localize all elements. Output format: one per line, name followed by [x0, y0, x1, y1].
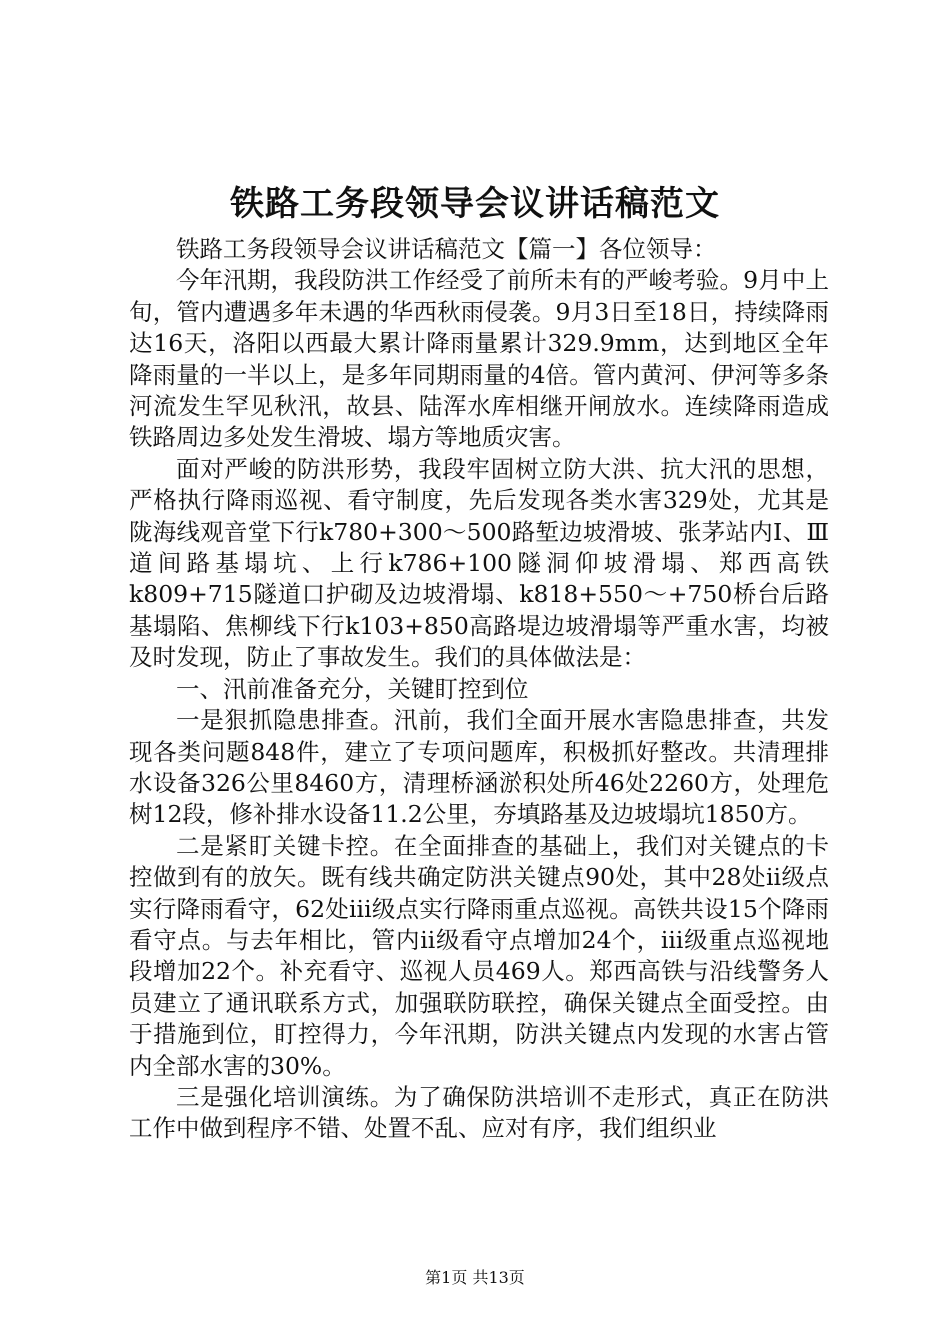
- section-heading-one: 一、汛前准备充分，关键盯控到位: [176, 674, 529, 703]
- paragraph-key-control: 二是紧盯关键卡控。在全面排查的基础上，我们对关键点的卡控做到有的放矢。既有线共确定防洪关键点90处，其中28处ii级点实行降雨看守，62处iii级点实行降雨重点巡视。高铁共设15个降雨看守点。与去年相比，管内ii级看守点增加24个，iii级重点巡视地段增加22个。补充看守、巡视人员469人。郑西高铁与沿线警务人员建立了通讯联系方式，加强联防联控，确保关键点全面受控。由于措施到位，盯控得力，今年汛期，防洪关键点内发现的水害占管内全部水害的30%。: [129, 831, 829, 1080]
- paragraph-response: 面对严峻的防洪形势，我段牢固树立防大洪、抗大汛的思想，严格执行降雨巡视、看守制度，先后发现各类水害329处，尤其是陇海线观音堂下行k780+300～500路堑边坡滑坡、张茅站内Ⅰ、Ⅲ道间路基塌坑、上行k786+100隧洞仰坡滑塌、郑西高铁k809+715隧道口护砌及边坡滑塌、k818+550～+750桥台后路基塌陷、焦柳线下行k103+850高路堤边坡滑塌等严重水害，均被及时发现，防止了事故发生。我们的具体做法是：: [129, 454, 829, 672]
- paragraph-hazard-check: 一是狠抓隐患排查。汛前，我们全面开展水害隐患排查，共发现各类问题848件，建立了专项问题库，积极抓好整改。共清理排水设备326公里8460方，清理桥涵淤积处所46处2260方，处理危树12段，修补排水设备11.2公里，夯填路基及边坡塌坑1850方。: [129, 706, 829, 829]
- page-number-footer: 第1页 共13页: [425, 1268, 525, 1287]
- document-title: 铁路工务段领导会议讲话稿范文: [230, 184, 720, 224]
- paragraph-intro: 铁路工务段领导会议讲话稿范文【篇一】各位领导：: [176, 235, 717, 263]
- paragraph-training: 三是强化培训演练。为了确保防洪培训不走形式，真正在防洪工作中做到程序不错、处置不乱、应对有序，我们组织业: [129, 1082, 829, 1143]
- document-body: [129, 234, 829, 1145]
- paragraph-flood-season: 今年汛期，我段防洪工作经受了前所未有的严峻考验。9月中上旬，管内遭遇多年未遇的华西秋雨侵袭。9月3日至18日，持续降雨达16天，洛阳以西最大累计降雨量累计329.9mm，达到地区全年降雨量的一半以上，是多年同期雨量的4倍。管内黄河、伊河等多条河流发生罕见秋汛，故县、陆浑水库相继开闸放水。连续降雨造成铁路周边多处发生滑坡、塌方等地质灾害。: [129, 266, 829, 452]
